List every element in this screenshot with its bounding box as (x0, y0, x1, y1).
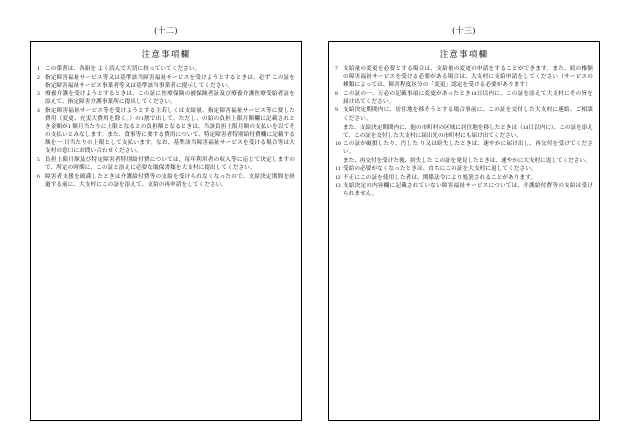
notes-box-right (328, 41, 600, 421)
list-item (37, 74, 295, 90)
list-item-text: 支給決定期間内に、居住地を移そうとする場合事前に、この証を交付した大支村に連絡、ご相談ください。 (343, 107, 593, 122)
list-item-number: 8 (335, 90, 338, 97)
column-left (30, 26, 302, 421)
column-right (328, 26, 600, 421)
list-item (335, 174, 593, 182)
list-item (335, 106, 593, 122)
column-left-label: (十二) (154, 26, 178, 35)
notes-list-left (37, 65, 295, 189)
list-item-continuation: また、再交付を受けた後、紛失した この証を発見したときは、速やかに大支村に返してください。 (343, 158, 591, 165)
list-item-number: 5 (37, 157, 40, 164)
list-item-text: 不正にこの証を使用した者は、関係法令により処罰されることがあります。 (343, 174, 537, 181)
list-item-text: この葉書は、各組を よく読んで大切に持っていてください。 (45, 66, 201, 72)
list-item (37, 90, 295, 106)
list-item-text: 指定障害福祉サービス等又は基準該当障害福祉サービスを受けようとするときは、必ず この証を指定障害福祉サービス事業者等又は基準該当事業者に提示してください。 (45, 74, 295, 89)
list-item-number: 7 (335, 66, 338, 72)
list-item-text: 障害者支援を破満したときは介護給付費等の支給を受けられなくなったので、支給決定期間を経過する前に、大支村にこの証を添えて、支給の再申請をしてください。 (45, 173, 295, 188)
list-item-text: 療養介護を受けようとするときは、この証に医療保険の被保険者証及び療養介護医療受給者証を添えて、指定障害介護事業所に提出してください。 (45, 91, 295, 106)
notes-box-left-title: 注意事項欄 (141, 49, 191, 59)
list-item (335, 182, 593, 198)
list-item-text: 受給の必要がなくなったときは、直ちにこの証を大支村に返してください。 (343, 166, 537, 173)
list-item (335, 65, 593, 89)
list-item-text: 支給決定の内容欄に記載されていない障害福祉サービスについては、介護給付費等の支給は受けられません。 (343, 183, 593, 198)
notes-box-left (30, 41, 302, 421)
list-item (37, 173, 295, 189)
list-item-number: 4 (37, 107, 40, 114)
list-item (335, 140, 593, 156)
list-item-number: 1 (37, 66, 40, 72)
list-item-number: 13 (335, 183, 341, 190)
notes-list-right (335, 65, 593, 199)
list-item (37, 156, 295, 172)
list-item-number: 11 (335, 166, 341, 173)
column-right-label: (十三) (452, 26, 476, 35)
list-item-number: 2 (37, 74, 40, 81)
list-item-number: 6 (37, 173, 40, 180)
list-item-text: この証の一、万必の記載事項に変更があったとき14日以内に、この証を添えて大支村にその旨を届け出てください。 (343, 90, 593, 105)
list-item (335, 165, 593, 173)
list-item-continuation: また、支給決定期間内に、他の市町村の区域に居住地を移したときは（14日以内に）、この証を添えて、この証を交付した大支村に届出先の市町村にも届け出てください。 (343, 124, 593, 139)
list-item (335, 90, 593, 106)
notes-box-right-title: 注意事項欄 (439, 49, 489, 59)
list-item-number: 10 (335, 140, 341, 147)
list-item-number: 9 (335, 107, 338, 114)
list-item-number: 3 (37, 91, 40, 98)
list-item (37, 107, 295, 156)
list-item-text: 負担上限月額及び特定障害者特別給付費については、毎年利用者の収入等に応じて決定しますので、所定の時期に、この証と添えに必要な服保書類を大支村に提出してください。 (45, 157, 295, 172)
list-item (37, 65, 295, 73)
list-item-text: 支給量の変更を必要とする場合は、支給量の変更の申請をすることができます。また、続の権額の障害福祉サービスを受ける必要がある場合は、大支村に支給申請をしてください（サービスの種類によっては、障害程度区分の「変更」認定を受ける必要があります） (343, 66, 593, 89)
list-item-text: この証が破損したり、汚した り又は紛失したときは、速やかに届け出し、再交付を受けてください。 (343, 140, 593, 155)
list-item-number: 12 (335, 174, 341, 181)
list-item-text: 指定障害福祉サービス等を受けようとする主若しくは支給量、指定障害福祉サービス等に要した費用（変更、充実大費用を除く。）の1割で出して、ただし、の給の負担上限月額欄に記載されとき金額が1 額月当たりに上限となるとの負担額となるときは、当該負担上限月額の支払いを以てその支払いとみなします。また、食事等に要する費用について、特定障害者特別給付費欄に記載する額を一 日当たりの上限として支払います。なお、基準該当障害福祉サービスを受ける場合等は大支村の窓口にお問い合わせください。 (45, 107, 295, 155)
